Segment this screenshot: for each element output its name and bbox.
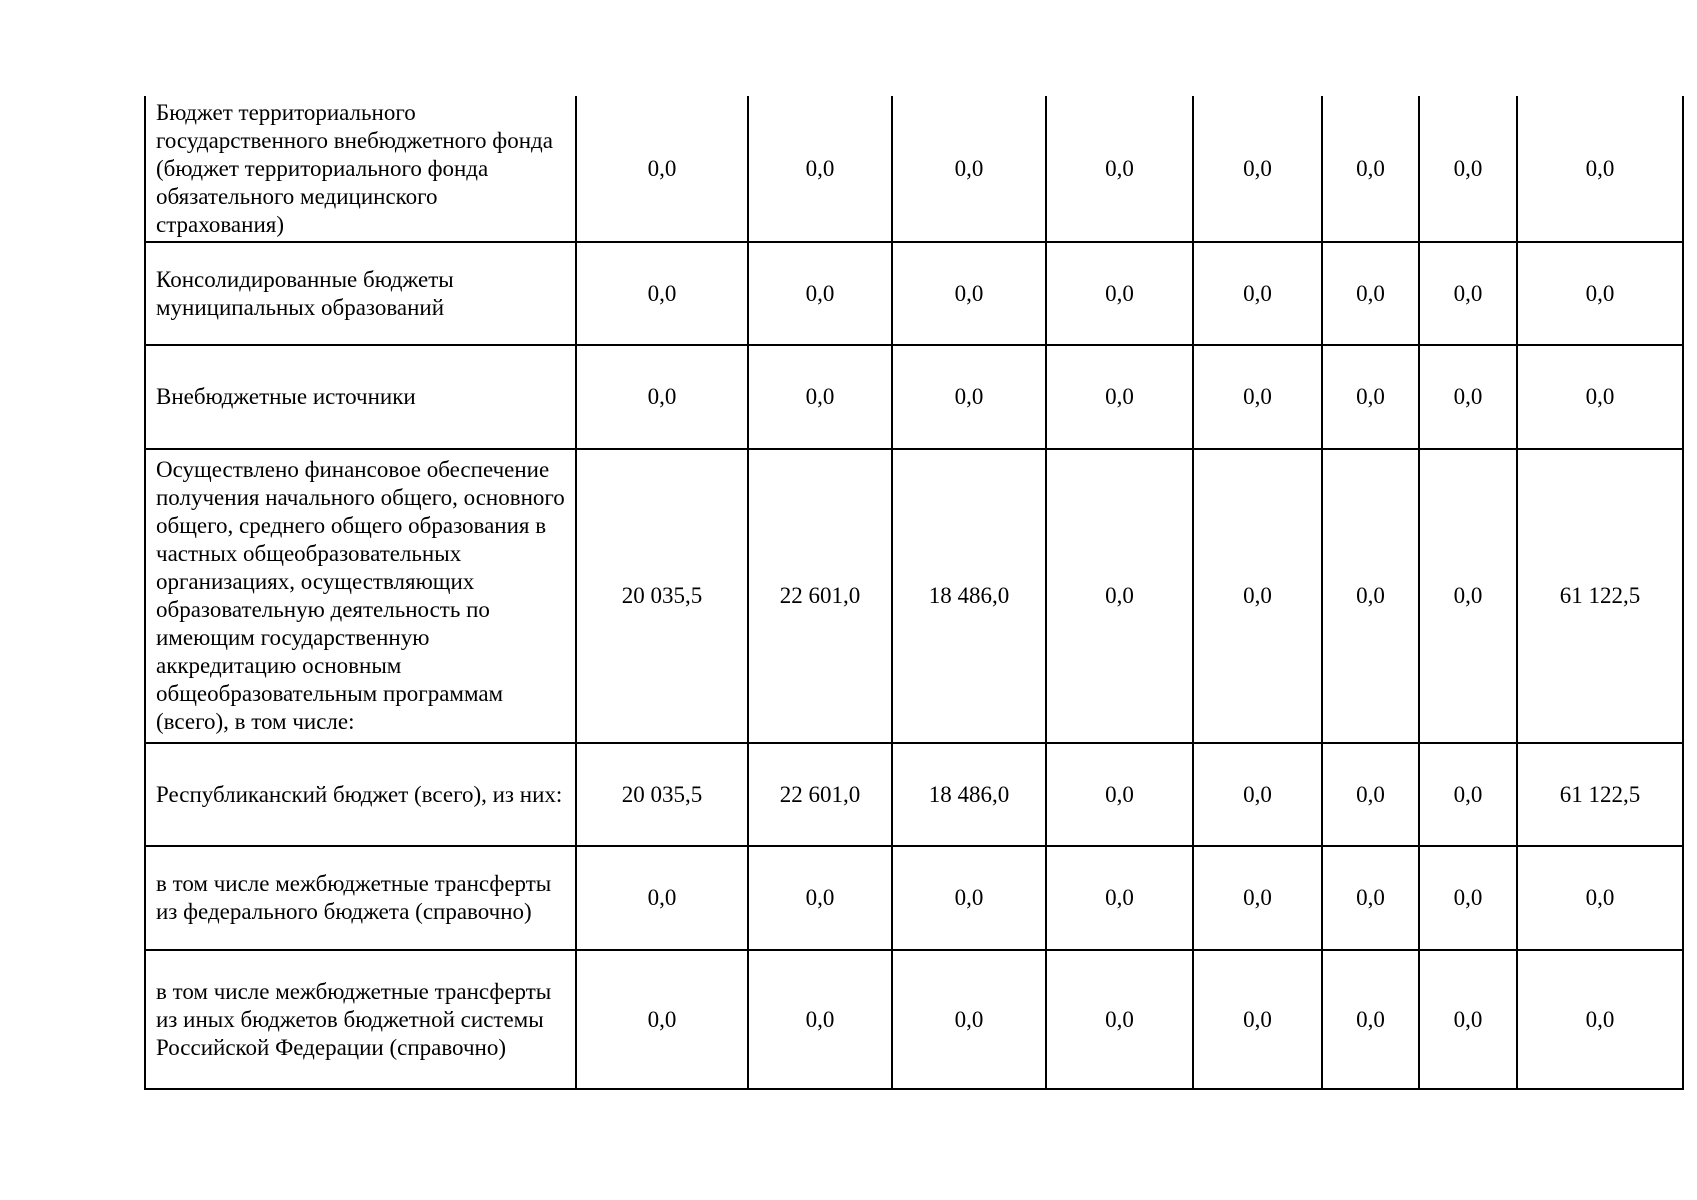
value-cell: 0,0 xyxy=(1419,743,1517,846)
table-row xyxy=(145,345,1683,449)
value-cell: 0,0 xyxy=(1322,345,1419,449)
total-cell: 61 122,5 xyxy=(1517,449,1683,743)
row-label: Республиканский бюджет (всего), из них: xyxy=(145,743,576,846)
value-cell: 20 035,5 xyxy=(576,449,748,743)
row-label: Консолидированные бюджеты муниципальных образований xyxy=(145,242,576,345)
total-cell: 0,0 xyxy=(1517,846,1683,950)
row-label: Бюджет территориального государственного внебюджетного фонда (бюджет территориального фонда обязательного медицинского страхования) xyxy=(145,96,576,242)
row-label: Осуществлено финансовое обеспечение получения начального общего, основного общего, среднего общего образования в частных общеобразовательных организациях, осуществляющих образовательную деятельность по имеющим государственную аккредитацию основным общеобразовательным программам (всего), в том числе: xyxy=(145,449,576,743)
value-cell: 0,0 xyxy=(748,96,892,242)
value-cell: 0,0 xyxy=(1322,242,1419,345)
value-cell: 0,0 xyxy=(1193,846,1322,950)
value-cell: 0,0 xyxy=(1322,449,1419,743)
value-cell: 0,0 xyxy=(748,950,892,1089)
table-row xyxy=(145,449,1683,743)
value-cell: 0,0 xyxy=(576,96,748,242)
value-cell: 0,0 xyxy=(1046,743,1193,846)
row-label: в том числе межбюджетные трансферты из иных бюджетов бюджетной системы Российской Федерации (справочно) xyxy=(145,950,576,1089)
budget-table xyxy=(144,96,1684,1090)
table-row xyxy=(145,96,1683,242)
total-cell: 0,0 xyxy=(1517,242,1683,345)
value-cell: 0,0 xyxy=(1046,846,1193,950)
row-label: в том числе межбюджетные трансферты из федерального бюджета (справочно) xyxy=(145,846,576,950)
value-cell: 0,0 xyxy=(892,950,1046,1089)
value-cell: 0,0 xyxy=(1193,242,1322,345)
table-row xyxy=(145,242,1683,345)
value-cell: 0,0 xyxy=(1322,743,1419,846)
value-cell: 0,0 xyxy=(1419,846,1517,950)
value-cell: 0,0 xyxy=(1419,449,1517,743)
row-label: Внебюджетные источники xyxy=(145,345,576,449)
table-row xyxy=(145,950,1683,1089)
value-cell: 0,0 xyxy=(1046,449,1193,743)
value-cell: 0,0 xyxy=(892,846,1046,950)
value-cell: 0,0 xyxy=(892,345,1046,449)
value-cell: 0,0 xyxy=(1046,345,1193,449)
value-cell: 0,0 xyxy=(1322,96,1419,242)
value-cell: 0,0 xyxy=(892,242,1046,345)
value-cell: 0,0 xyxy=(1419,950,1517,1089)
value-cell: 0,0 xyxy=(1046,242,1193,345)
table-body xyxy=(145,96,1683,1089)
total-cell: 0,0 xyxy=(1517,950,1683,1089)
value-cell: 18 486,0 xyxy=(892,449,1046,743)
value-cell: 0,0 xyxy=(1193,449,1322,743)
table-row xyxy=(145,743,1683,846)
value-cell: 22 601,0 xyxy=(748,449,892,743)
value-cell: 0,0 xyxy=(1046,950,1193,1089)
total-cell: 0,0 xyxy=(1517,345,1683,449)
value-cell: 18 486,0 xyxy=(892,743,1046,846)
table-row xyxy=(145,846,1683,950)
value-cell: 0,0 xyxy=(1322,950,1419,1089)
value-cell: 0,0 xyxy=(1419,345,1517,449)
total-cell: 61 122,5 xyxy=(1517,743,1683,846)
value-cell: 0,0 xyxy=(576,846,748,950)
value-cell: 0,0 xyxy=(1419,96,1517,242)
value-cell: 20 035,5 xyxy=(576,743,748,846)
value-cell: 0,0 xyxy=(1419,242,1517,345)
value-cell: 0,0 xyxy=(748,846,892,950)
value-cell: 0,0 xyxy=(1193,96,1322,242)
value-cell: 0,0 xyxy=(576,950,748,1089)
value-cell: 22 601,0 xyxy=(748,743,892,846)
value-cell: 0,0 xyxy=(1193,950,1322,1089)
value-cell: 0,0 xyxy=(1046,96,1193,242)
value-cell: 0,0 xyxy=(1322,846,1419,950)
value-cell: 0,0 xyxy=(748,242,892,345)
value-cell: 0,0 xyxy=(1193,345,1322,449)
total-cell: 0,0 xyxy=(1517,96,1683,242)
value-cell: 0,0 xyxy=(576,242,748,345)
value-cell: 0,0 xyxy=(892,96,1046,242)
value-cell: 0,0 xyxy=(576,345,748,449)
value-cell: 0,0 xyxy=(1193,743,1322,846)
value-cell: 0,0 xyxy=(748,345,892,449)
